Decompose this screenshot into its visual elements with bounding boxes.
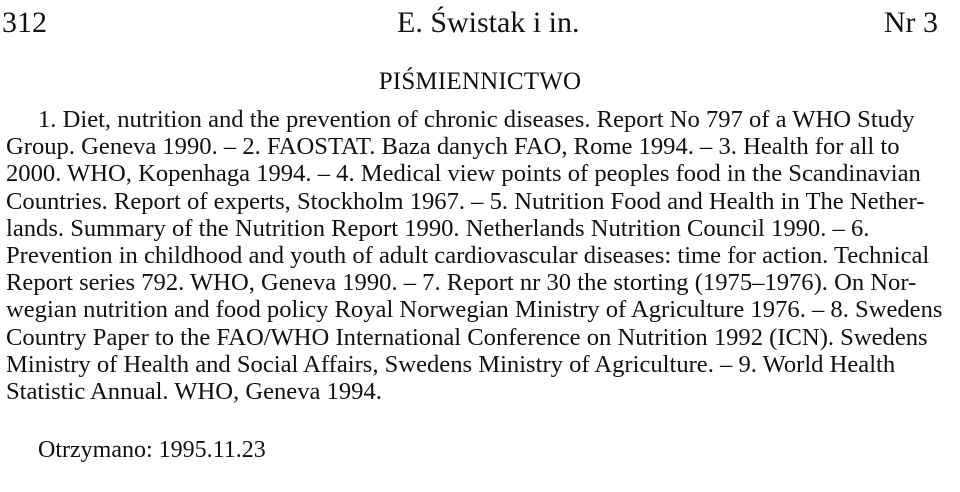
reference-line: Group. Geneva 1990. – 2. FAOSTAT. Baza danych FAO, Rome 1994. – 3. Health for all to [6,133,900,161]
page-number: 312 [2,6,47,39]
page-header [0,6,960,46]
issue-number: Nr 3 [883,6,938,39]
reference-line: Country Paper to the FAO/WHO International Conference on Nutrition 1992 (ICN). Swedens [6,323,928,351]
reference-line: 2000. WHO, Kopenhaga 1994. – 4. Medical view points of peoples food in the Scandinavian [6,160,921,188]
reference-line: Statistic Annual. WHO, Geneva 1994. [6,378,382,406]
reference-line: 1. Diet, nutrition and the prevention of chronic diseases. Report No 797 of a WHO Study [38,106,915,133]
received-date: Otrzymano: 1995.11.23 [38,437,266,463]
running-title: E. Świstak i in. [397,6,580,39]
section-title: PIŚMIENNICTWO [378,68,582,95]
references-list [6,106,943,406]
reference-line: Report series 792. WHO, Geneva 1990. – 7. Report nr 30 the storting (1975–1976). On Nor- [6,269,917,297]
reference-line: lands. Summary of the Nutrition Report 1990. Netherlands Nutrition Council 1990. – 6. [6,214,870,242]
reference-line: wegian nutrition and food policy Royal Norwegian Ministry of Agriculture 1976. – 8. Swedens [6,296,943,324]
reference-line: Countries. Report of experts, Stockholm 1967. – 5. Nutrition Food and Health in The Nether- [6,187,925,215]
reference-line: Prevention in childhood and youth of adult cardiovascular diseases: time for action. Technical [6,242,930,270]
reference-line: Ministry of Health and Social Affairs, Swedens Ministry of Agriculture. – 9. World Health [6,350,896,378]
